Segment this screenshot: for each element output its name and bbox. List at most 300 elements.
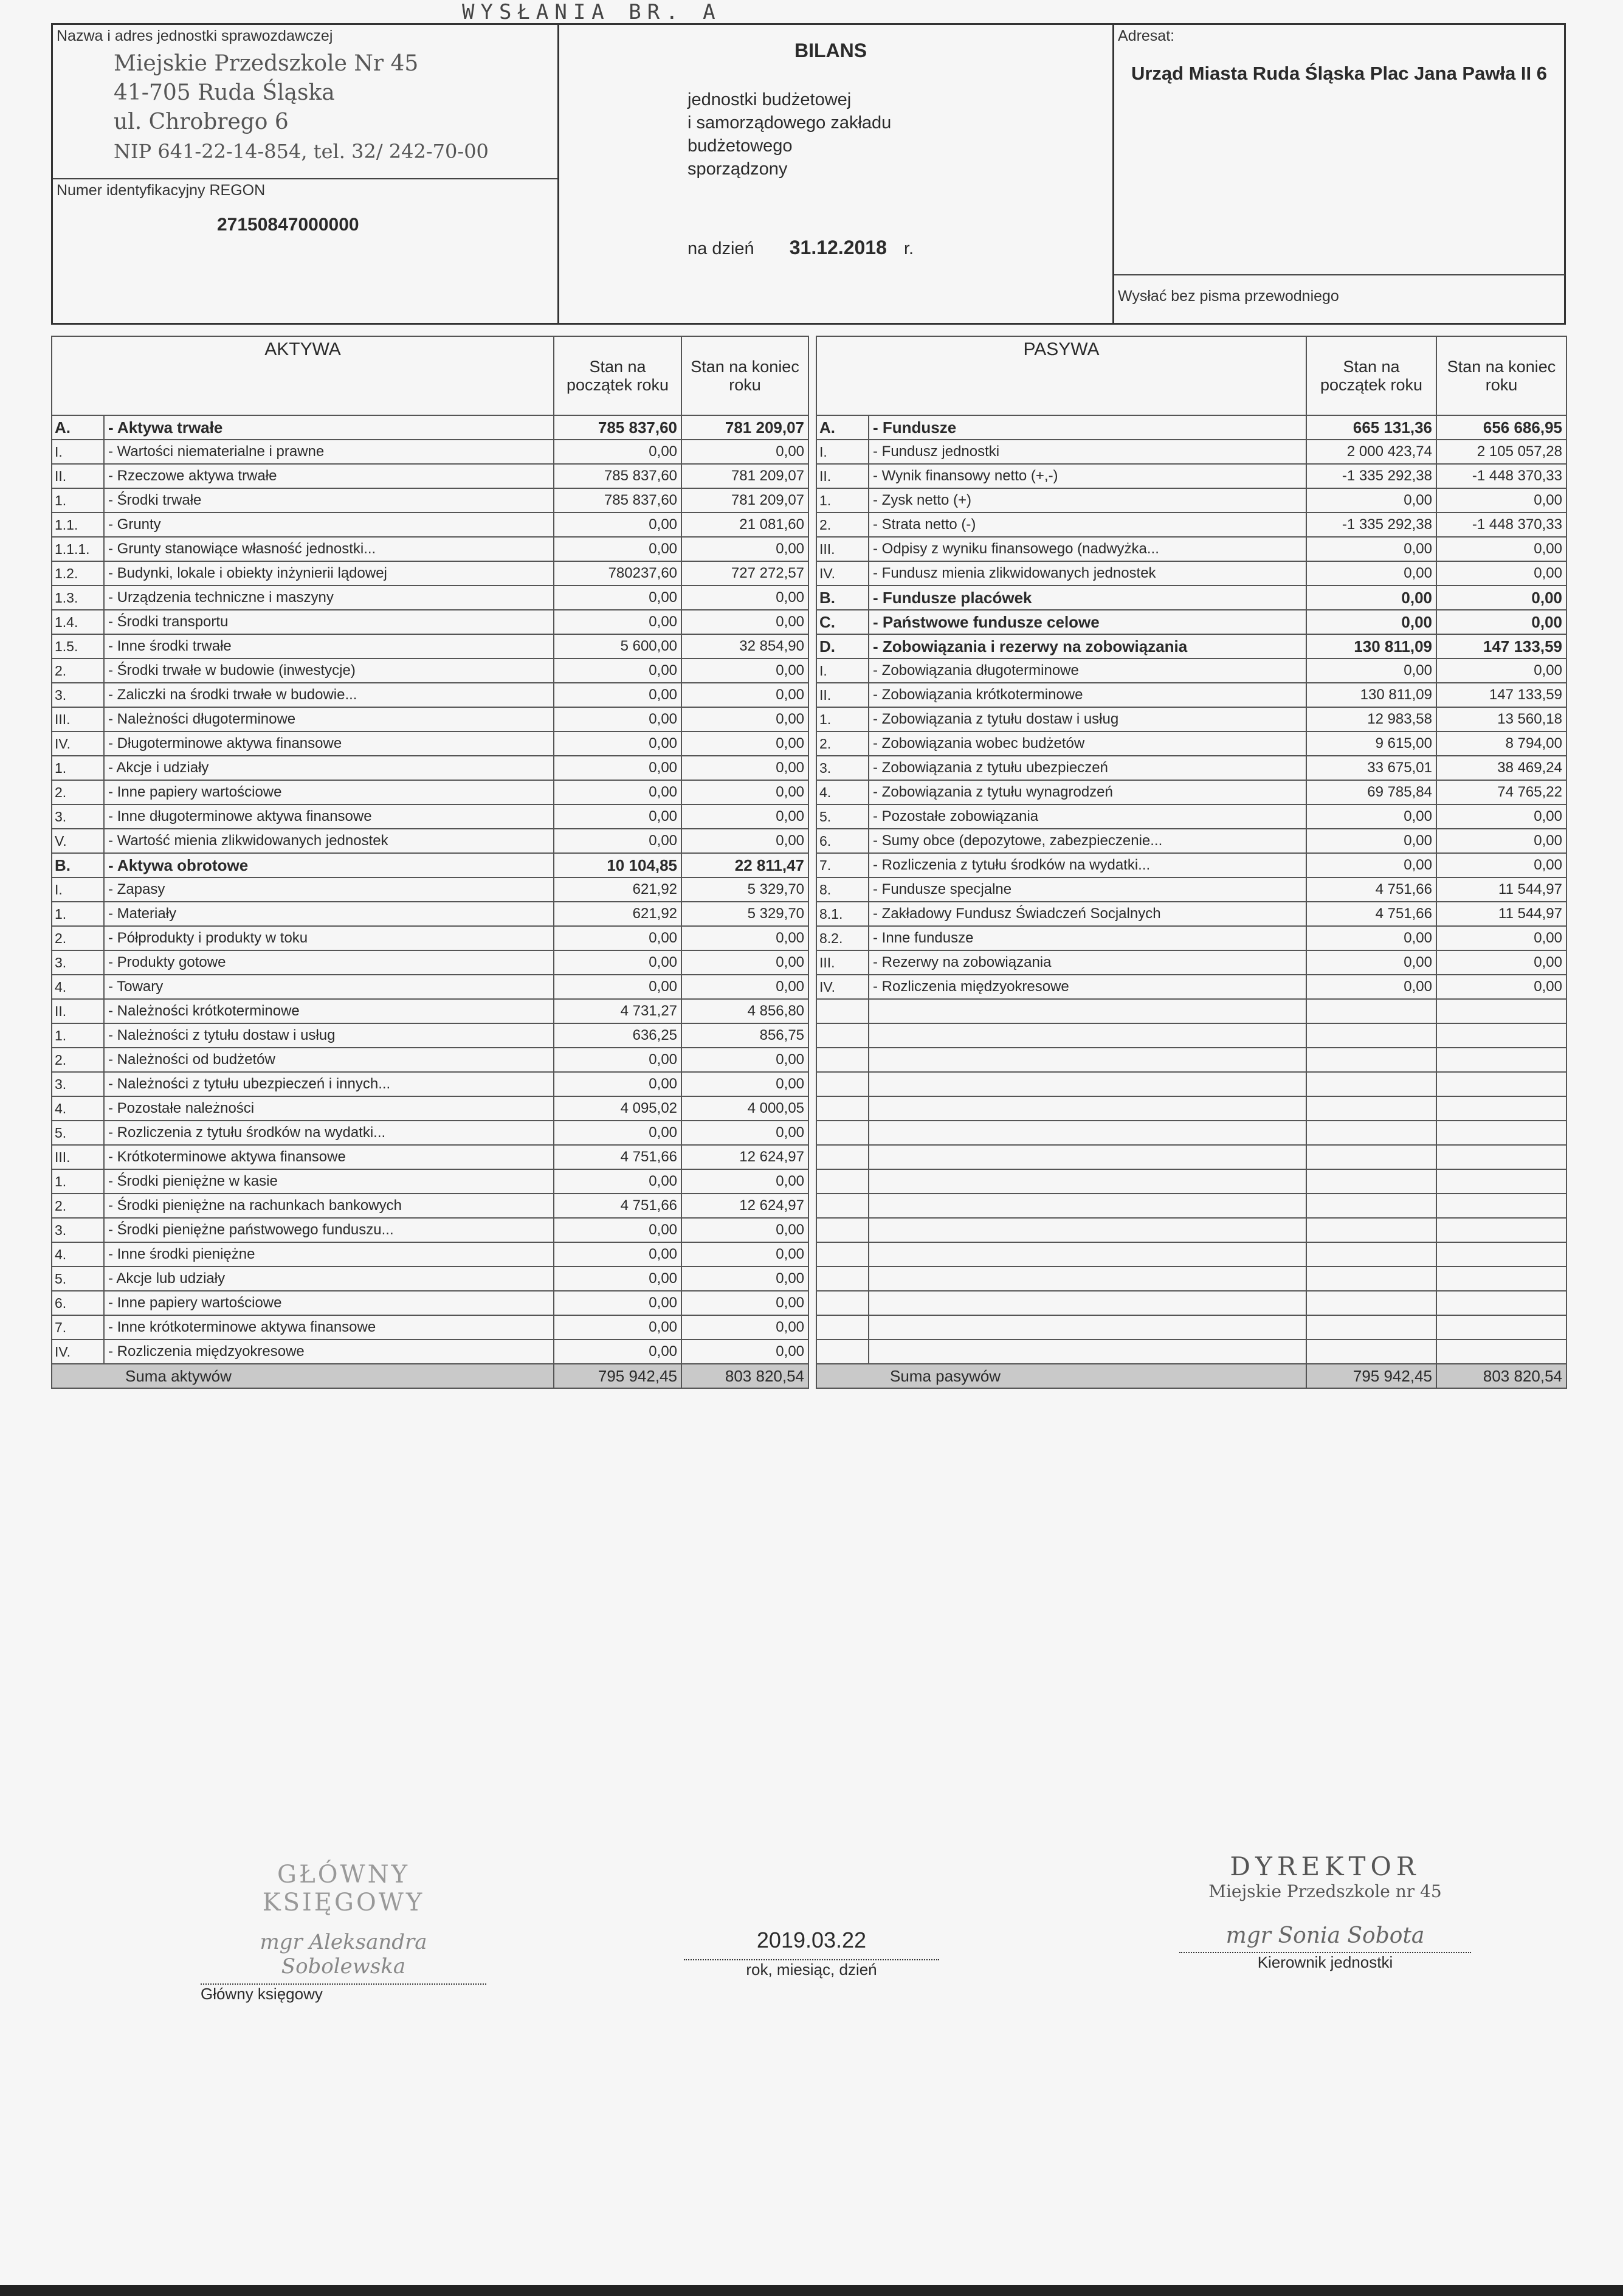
row-label: - Rozliczenia z tytułu środków na wydatki... xyxy=(869,853,1306,877)
signature-date xyxy=(684,1928,939,1979)
empty-cell xyxy=(1436,1121,1566,1145)
table-row xyxy=(52,756,808,780)
row-end: 656 686,95 xyxy=(1436,415,1566,440)
row-end: 781 209,07 xyxy=(681,415,808,440)
table-row xyxy=(52,853,808,877)
row-code: 3. xyxy=(52,1072,104,1096)
table-row xyxy=(816,707,1566,731)
row-label: - Inne papiery wartościowe xyxy=(104,780,554,804)
empty-cell xyxy=(869,1340,1306,1364)
row-start: 0,00 xyxy=(554,950,681,975)
sum-end: 803 820,54 xyxy=(1436,1364,1566,1388)
row-label: - Urządzenia techniczne i maszyny xyxy=(104,586,554,610)
table-row xyxy=(52,440,808,464)
row-end: 0,00 xyxy=(681,731,808,756)
row-label: - Środki pieniężne na rachunkach bankowych xyxy=(104,1194,554,1218)
row-code: IV. xyxy=(816,975,869,999)
table-row xyxy=(52,513,808,537)
empty-cell xyxy=(1306,1048,1436,1072)
empty-cell xyxy=(1436,1218,1566,1242)
row-code: 4. xyxy=(52,1096,104,1121)
row-code: 1. xyxy=(52,1023,104,1048)
table-row xyxy=(816,1121,1566,1145)
empty-cell xyxy=(1306,1145,1436,1169)
row-end: 0,00 xyxy=(1436,853,1566,877)
sum-row xyxy=(52,1364,808,1388)
empty-cell xyxy=(869,1194,1306,1218)
subtitle-line: jednostki budżetowej xyxy=(687,90,852,109)
table-row xyxy=(52,877,808,902)
row-end: 2 105 057,28 xyxy=(1436,440,1566,464)
liabilities-header: PASYWA xyxy=(816,336,1306,415)
table-row xyxy=(816,1048,1566,1072)
table-row xyxy=(816,1096,1566,1121)
table-row xyxy=(52,804,808,829)
assets-header: AKTYWA xyxy=(52,336,554,415)
row-label: - Aktywa trwałe xyxy=(104,415,554,440)
empty-cell xyxy=(1436,1145,1566,1169)
empty-cell xyxy=(869,1218,1306,1242)
row-start: 9 615,00 xyxy=(1306,731,1436,756)
row-code: 3. xyxy=(52,1218,104,1242)
row-start: 0,00 xyxy=(554,804,681,829)
row-start: 2 000 423,74 xyxy=(1306,440,1436,464)
empty-cell xyxy=(1306,1194,1436,1218)
row-start: 0,00 xyxy=(554,756,681,780)
row-code: II. xyxy=(52,999,104,1023)
table-row xyxy=(52,415,808,440)
empty-cell xyxy=(1436,1169,1566,1194)
empty-cell xyxy=(869,1291,1306,1315)
row-start: 4 751,66 xyxy=(1306,877,1436,902)
row-end: 0,00 xyxy=(1436,804,1566,829)
regon-value: 27150847000000 xyxy=(217,215,359,235)
director-name: mgr Sonia Sobota xyxy=(1225,1923,1425,1948)
assets-end-header: Stan na koniec roku xyxy=(681,336,808,415)
row-end: 0,00 xyxy=(681,610,808,634)
row-start: 0,00 xyxy=(554,610,681,634)
empty-cell xyxy=(1436,1072,1566,1096)
row-start: -1 335 292,38 xyxy=(1306,464,1436,488)
row-label: - Półprodukty i produkty w toku xyxy=(104,926,554,950)
table-row xyxy=(52,1169,808,1194)
row-end: 0,00 xyxy=(681,1267,808,1291)
row-start: 0,00 xyxy=(554,1121,681,1145)
table-row xyxy=(52,1218,808,1242)
row-label: - Rezerwy na zobowiązania xyxy=(869,950,1306,975)
empty-cell xyxy=(816,1291,869,1315)
row-label: - Inne papiery wartościowe xyxy=(104,1291,554,1315)
row-code: 2. xyxy=(52,926,104,950)
table-row xyxy=(52,488,808,513)
table-row xyxy=(52,464,808,488)
table-row xyxy=(52,1072,808,1096)
row-end: 0,00 xyxy=(1436,829,1566,853)
row-end: 0,00 xyxy=(1436,610,1566,634)
table-row xyxy=(816,610,1566,634)
row-start: 0,00 xyxy=(554,659,681,683)
table-row xyxy=(816,1267,1566,1291)
row-end: 0,00 xyxy=(681,975,808,999)
row-end: 12 624,97 xyxy=(681,1145,808,1169)
document-title: BILANS xyxy=(794,40,867,61)
table-row xyxy=(816,586,1566,610)
row-end: 38 469,24 xyxy=(1436,756,1566,780)
row-label: - Należności długoterminowe xyxy=(104,707,554,731)
row-code: II. xyxy=(816,464,869,488)
row-start: 0,00 xyxy=(554,586,681,610)
row-start: 0,00 xyxy=(554,829,681,853)
row-label: - Należności od budżetów xyxy=(104,1048,554,1072)
row-start: 4 751,66 xyxy=(554,1194,681,1218)
row-code: 1. xyxy=(52,902,104,926)
empty-cell xyxy=(869,1242,1306,1267)
table-row xyxy=(52,1048,808,1072)
row-start: 621,92 xyxy=(554,877,681,902)
subtitle-line: budżetowego xyxy=(687,136,793,156)
accountant-signature xyxy=(201,1861,486,2004)
table-row xyxy=(816,756,1566,780)
empty-cell xyxy=(816,999,869,1023)
assets-start-header: Stan na początek roku xyxy=(554,336,681,415)
row-code: V. xyxy=(52,829,104,853)
empty-cell xyxy=(816,1121,869,1145)
empty-cell xyxy=(869,999,1306,1023)
row-code: 3. xyxy=(52,950,104,975)
row-start: 0,00 xyxy=(554,975,681,999)
empty-cell xyxy=(1306,1315,1436,1340)
row-code: III. xyxy=(816,950,869,975)
row-label: - Rozliczenia z tytułu środków na wydatki... xyxy=(104,1121,554,1145)
row-start: 4 095,02 xyxy=(554,1096,681,1121)
addressee-cell xyxy=(1114,25,1565,323)
table-row xyxy=(52,1145,808,1169)
empty-cell xyxy=(1436,1194,1566,1218)
sender-label: Nazwa i adres jednostki sprawozdawczej xyxy=(57,27,333,44)
header-box xyxy=(51,23,1566,325)
row-end: 0,00 xyxy=(1436,926,1566,950)
row-end: 0,00 xyxy=(681,780,808,804)
row-label: - Grunty stanowiące własność jednostki... xyxy=(104,537,554,561)
row-start: 0,00 xyxy=(1306,537,1436,561)
row-start: 33 675,01 xyxy=(1306,756,1436,780)
row-label: - Należności z tytułu ubezpieczeń i innych... xyxy=(104,1072,554,1096)
row-label: - Fundusze placówek xyxy=(869,586,1306,610)
director-role: Kierownik jednostki xyxy=(1257,1953,1393,1971)
row-start: 0,00 xyxy=(1306,561,1436,586)
row-code: I. xyxy=(816,659,869,683)
table-row xyxy=(816,513,1566,537)
row-end: 32 854,90 xyxy=(681,634,808,659)
table-row xyxy=(52,950,808,975)
table-row xyxy=(52,610,808,634)
row-end: 5 329,70 xyxy=(681,902,808,926)
row-end: 0,00 xyxy=(681,804,808,829)
table-row xyxy=(52,1291,808,1315)
row-label: - Zaliczki na środki trwałe w budowie... xyxy=(104,683,554,707)
empty-cell xyxy=(816,1072,869,1096)
table-row xyxy=(52,1242,808,1267)
row-code: III. xyxy=(52,707,104,731)
table-row xyxy=(52,780,808,804)
row-code: II. xyxy=(816,683,869,707)
empty-cell xyxy=(816,1048,869,1072)
row-code: 1. xyxy=(52,488,104,513)
liabilities-end-header: Stan na koniec roku xyxy=(1436,336,1566,415)
row-code: 1.3. xyxy=(52,586,104,610)
empty-cell xyxy=(816,1242,869,1267)
row-code: 6. xyxy=(816,829,869,853)
empty-cell xyxy=(869,1267,1306,1291)
empty-cell xyxy=(1306,1218,1436,1242)
row-end: 8 794,00 xyxy=(1436,731,1566,756)
row-label: - Środki pieniężne w kasie xyxy=(104,1169,554,1194)
row-label: - Środki transportu xyxy=(104,610,554,634)
empty-cell xyxy=(869,1315,1306,1340)
row-code: 2. xyxy=(52,780,104,804)
row-end: -1 448 370,33 xyxy=(1436,464,1566,488)
empty-cell xyxy=(816,1023,869,1048)
sender-cell xyxy=(53,25,559,323)
row-start: 0,00 xyxy=(554,513,681,537)
table-row xyxy=(816,537,1566,561)
row-start: 780237,60 xyxy=(554,561,681,586)
row-label: - Zobowiązania wobec budżetów xyxy=(869,731,1306,756)
row-code: 1.5. xyxy=(52,634,104,659)
row-label: - Grunty xyxy=(104,513,554,537)
row-start: 0,00 xyxy=(554,731,681,756)
row-label: - Zapasy xyxy=(104,877,554,902)
row-label: - Fundusze specjalne xyxy=(869,877,1306,902)
row-code: B. xyxy=(52,853,104,877)
row-start: 0,00 xyxy=(1306,586,1436,610)
row-label: - Akcje i udziały xyxy=(104,756,554,780)
accountant-name: mgr Aleksandra Sobolewska xyxy=(260,1930,427,1979)
sum-label: Suma aktywów xyxy=(52,1364,554,1388)
sum-start: 795 942,45 xyxy=(1306,1364,1436,1388)
row-code: 1. xyxy=(816,488,869,513)
row-code: 2. xyxy=(52,1194,104,1218)
empty-cell xyxy=(1436,1315,1566,1340)
row-start: 4 751,66 xyxy=(554,1145,681,1169)
row-code: 5. xyxy=(52,1267,104,1291)
row-label: - Pozostałe zobowiązania xyxy=(869,804,1306,829)
table-row xyxy=(816,829,1566,853)
table-row xyxy=(52,1267,808,1291)
table-row xyxy=(816,926,1566,950)
table-row xyxy=(52,1121,808,1145)
sum-row xyxy=(816,1364,1566,1388)
stamp-line: 41-705 Ruda Śląska xyxy=(114,80,335,105)
row-start: 12 983,58 xyxy=(1306,707,1436,731)
row-code: III. xyxy=(816,537,869,561)
row-start: 0,00 xyxy=(1306,975,1436,999)
table-row xyxy=(52,1023,808,1048)
accountant-role: Główny księgowy xyxy=(201,1985,323,2003)
row-start: 0,00 xyxy=(1306,950,1436,975)
row-label: - Wynik finansowy netto (+,-) xyxy=(869,464,1306,488)
row-start: 0,00 xyxy=(554,1267,681,1291)
sum-end: 803 820,54 xyxy=(681,1364,808,1388)
table-row xyxy=(816,1218,1566,1242)
row-end: 0,00 xyxy=(681,950,808,975)
row-code: I. xyxy=(816,440,869,464)
row-label: - Wartości niematerialne i prawne xyxy=(104,440,554,464)
row-end: 0,00 xyxy=(681,829,808,853)
empty-cell xyxy=(869,1048,1306,1072)
row-label: - Odpisy z wyniku finansowego (nadwyżka... xyxy=(869,537,1306,561)
stamp-line: Miejskie Przedszkole Nr 45 xyxy=(114,51,419,76)
empty-cell xyxy=(816,1096,869,1121)
empty-cell xyxy=(1306,1169,1436,1194)
row-start: 785 837,60 xyxy=(554,415,681,440)
row-end: 0,00 xyxy=(681,440,808,464)
row-end: 0,00 xyxy=(681,756,808,780)
row-end: 0,00 xyxy=(1436,561,1566,586)
row-start: 10 104,85 xyxy=(554,853,681,877)
addressee-value: Urząd Miasta Ruda Śląska Plac Jana Pawła II 6 xyxy=(1131,63,1548,84)
director-signature xyxy=(1179,1852,1471,1972)
title-cell xyxy=(557,25,1114,323)
addressee-label: Adresat: xyxy=(1118,27,1175,44)
row-end: 0,00 xyxy=(1436,537,1566,561)
row-label: - Należności krótkoterminowe xyxy=(104,999,554,1023)
empty-cell xyxy=(1306,1072,1436,1096)
row-code: A. xyxy=(52,415,104,440)
row-end: -1 448 370,33 xyxy=(1436,513,1566,537)
row-code: 2. xyxy=(816,513,869,537)
row-end: 0,00 xyxy=(681,1340,808,1364)
row-code: 6. xyxy=(52,1291,104,1315)
row-label: - Inne środki trwałe xyxy=(104,634,554,659)
row-start: 0,00 xyxy=(1306,488,1436,513)
empty-cell xyxy=(1306,1242,1436,1267)
table-row xyxy=(816,440,1566,464)
row-start: 0,00 xyxy=(554,780,681,804)
table-row xyxy=(816,950,1566,975)
row-code: 4. xyxy=(816,780,869,804)
stamp-line: ul. Chrobrego 6 xyxy=(114,109,289,134)
row-code: 1.2. xyxy=(52,561,104,586)
row-code: 1. xyxy=(52,1169,104,1194)
row-code: 1.1. xyxy=(52,513,104,537)
empty-cell xyxy=(1436,1291,1566,1315)
row-end: 0,00 xyxy=(681,1072,808,1096)
table-row xyxy=(52,902,808,926)
row-label: - Zobowiązania długoterminowe xyxy=(869,659,1306,683)
row-label: - Krótkoterminowe aktywa finansowe xyxy=(104,1145,554,1169)
row-end: 0,00 xyxy=(1436,488,1566,513)
row-start: 621,92 xyxy=(554,902,681,926)
top-note: WYSŁANIA BR. A xyxy=(462,0,722,24)
row-code: 3. xyxy=(52,683,104,707)
sum-start: 795 942,45 xyxy=(554,1364,681,1388)
row-code: 4. xyxy=(52,1242,104,1267)
scan-edge xyxy=(0,2285,1623,2296)
table-row xyxy=(816,464,1566,488)
table-row xyxy=(52,707,808,731)
row-end: 74 765,22 xyxy=(1436,780,1566,804)
table-row xyxy=(816,902,1566,926)
table-row xyxy=(816,804,1566,829)
row-end: 22 811,47 xyxy=(681,853,808,877)
row-start: 0,00 xyxy=(554,440,681,464)
empty-cell xyxy=(816,1218,869,1242)
row-end: 0,00 xyxy=(1436,659,1566,683)
row-label: - Państwowe fundusze celowe xyxy=(869,610,1306,634)
row-end: 0,00 xyxy=(681,1169,808,1194)
table-row xyxy=(52,561,808,586)
empty-cell xyxy=(1436,1096,1566,1121)
empty-cell xyxy=(1306,1023,1436,1048)
empty-cell xyxy=(1306,1267,1436,1291)
row-end: 147 133,59 xyxy=(1436,634,1566,659)
date-caption: rok, miesiąc, dzień xyxy=(746,1960,877,1979)
row-code: D. xyxy=(816,634,869,659)
row-code: III. xyxy=(52,1145,104,1169)
table-row xyxy=(816,634,1566,659)
row-end: 11 544,97 xyxy=(1436,877,1566,902)
send-note: Wysłać bez pisma przewodniego xyxy=(1118,288,1339,305)
director-stamp: DYREKTOR xyxy=(1230,1852,1421,1881)
regon-label: Numer identyfikacyjny REGON xyxy=(57,182,266,199)
empty-cell xyxy=(1306,1121,1436,1145)
row-start: 0,00 xyxy=(554,1048,681,1072)
empty-cell xyxy=(869,1072,1306,1096)
table-row xyxy=(52,634,808,659)
row-label: - Środki trwałe xyxy=(104,488,554,513)
row-code: 2. xyxy=(52,1048,104,1072)
table-row xyxy=(816,1169,1566,1194)
empty-cell xyxy=(816,1267,869,1291)
row-end: 781 209,07 xyxy=(681,464,808,488)
row-label: - Rozliczenia międzyokresowe xyxy=(104,1340,554,1364)
row-end: 4 000,05 xyxy=(681,1096,808,1121)
row-code: A. xyxy=(816,415,869,440)
row-code: 4. xyxy=(52,975,104,999)
empty-cell xyxy=(869,1145,1306,1169)
row-label: - Należności z tytułu dostaw i usług xyxy=(104,1023,554,1048)
row-code: 1. xyxy=(816,707,869,731)
table-row xyxy=(816,1340,1566,1364)
row-end: 0,00 xyxy=(681,1242,808,1267)
row-start: 4 751,66 xyxy=(1306,902,1436,926)
row-code: B. xyxy=(816,586,869,610)
row-code: 5. xyxy=(816,804,869,829)
row-start: 130 811,09 xyxy=(1306,683,1436,707)
row-end: 0,00 xyxy=(681,659,808,683)
empty-cell xyxy=(1306,1096,1436,1121)
row-label: - Towary xyxy=(104,975,554,999)
empty-cell xyxy=(1436,1048,1566,1072)
empty-cell xyxy=(869,1023,1306,1048)
row-label: - Pozostałe należności xyxy=(104,1096,554,1121)
row-start: 0,00 xyxy=(1306,926,1436,950)
row-label: - Zobowiązania krótkoterminowe xyxy=(869,683,1306,707)
table-row xyxy=(816,877,1566,902)
row-end: 21 081,60 xyxy=(681,513,808,537)
subtitle-line: i samorządowego zakładu xyxy=(687,113,892,133)
row-code: 3. xyxy=(52,804,104,829)
empty-cell xyxy=(1436,1340,1566,1364)
table-row xyxy=(816,780,1566,804)
row-start: 4 731,27 xyxy=(554,999,681,1023)
row-label: - Fundusz mienia zlikwidowanych jednostek xyxy=(869,561,1306,586)
row-start: 0,00 xyxy=(554,1242,681,1267)
row-code: 5. xyxy=(52,1121,104,1145)
table-row xyxy=(816,1194,1566,1218)
row-start: 0,00 xyxy=(1306,853,1436,877)
